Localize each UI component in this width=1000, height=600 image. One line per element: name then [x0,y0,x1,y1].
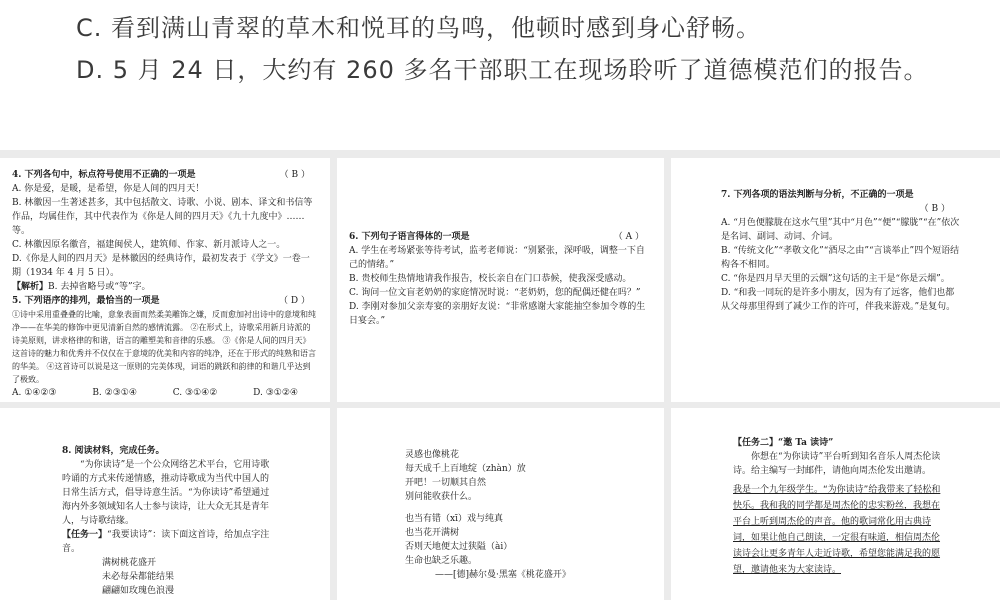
poem-line: 生命也缺乏乐趣。 [405,556,478,566]
question-5-option-c: C. ③①④② [172,388,218,398]
question-6-answer: （ A ） [613,232,644,242]
task-1 [62,528,270,556]
question-4-option-b: B. 林徽因一生著述甚多，其中包括散文、诗歌、小说、剧本、译文和书信等作品，均属佳作，其中代表作为《你是人间的四月天》《九十九度中》……等。 [12,198,313,236]
question-5-option-d: D. ③①②④ [253,388,298,398]
poem-line: 也当花开满树 [405,528,460,538]
question-4-option-d: D.《你是人间的四月天》是林徽因的经典诗作，最初发表于《学文》一卷一期（1934 年 4 月 5 日）。 [12,254,310,278]
task-2-title: “邀 Ta 读诗” [778,438,834,448]
stanza-break [405,504,644,512]
question-7-answer: （ B ） [919,204,950,214]
question-6-text: 6. 下列句子语言得体的一项是 [349,232,470,242]
question-4-answer: （ B ） [279,170,310,180]
poem-line: 每天成千上百地绽（zhàn）放 [405,464,526,474]
question-7-option-a: A. “月色便朦胧在这水气里”其中“月色”“便”“朦胧”“在”依次是名词、副词、动词、介词。 [721,218,960,242]
question-7-text: 7. 下列各项的语法判断与分析，不正确的一项是 [721,190,914,200]
task-1-label: 【任务一】 [62,530,108,540]
question-6-option-b: B. 贵校师生热情地请我作报告，校长亲自在门口恭候，使我深受感动。 [349,274,632,284]
question-4-text: 4. 下列各句中，标点符号使用不正确的一项是 [12,170,196,180]
question-7-option-c: C. “你是四月早天里的云烟”这句话的主干是“你是云烟”。 [721,274,950,284]
poem-line: 满树桃花盛开 [102,558,157,568]
poem-start [102,556,270,598]
analysis-label: 【解析】 [12,282,49,292]
task-2-heading [733,436,945,450]
option-d-line: D. 5 月 24 日，大约有 260 多名干部职工在现场聆听了道德模范们的报告。 [76,56,929,84]
question-4-title [12,168,318,182]
poem-line: 未必每朵都能结果 [102,572,175,582]
poem-source: ——[德]赫尔曼·黑塞《桃花盛开》 [435,570,571,580]
poem-line: 开吧！一切顺其自然 [405,478,487,488]
poem-line: 灵感也像桃花 [405,450,460,460]
question-7-option-d: D. “和我一同玩的是许多小朋友，因为有了远客，他们也都从父母那里得到了减少工作的许可，伴我来游戏。”是复句。 [721,288,956,312]
question-5-title [12,294,318,308]
task-2-handwritten-answer: 我是一个九年级学生。“为你读诗”给我带来了轻松和快乐。我和我的同学都是周杰伦的忠实粉丝，我想在平台上听到周杰伦的声音。他的歌词常化用古典诗词，如果让他自己朗读，一定很有味道，相信周杰伦读诗会让更多青年人走近诗歌，希望您能满足我的愿望，邀请他来为大家读诗。 [733,485,941,575]
top-page-strip [0,0,1000,150]
question-5-option-b: B. ②③①④ [92,388,137,398]
question-5-body: ①诗中采用重叠叠的比喻，意象表面而然柔美雕饰之嫌，反而愈加衬出诗中的意境和纯净——在华美的修饰中更见清新自然的感情流露。 ②在形式上，诗歌采用新月诗派的诗美原则，讲求格律的和谐，语言的雕塑美和音律的乐感。 ③《你是人间的四月天》这首诗的魅力和优秀并不仅仅在于意境的优美和内容的纯净，还在于形式的纯熟和语言的华美。 ④这首诗可以说是这一原则的完美体现，词语的跳跃和韵律的和谐几乎达到了极致。 [12,310,316,384]
poem-line: 否则天地便太过狭隘（ài） [405,542,513,552]
question-8-body: “为你读诗”是一个公众网络艺术平台，它用诗歌吟诵的方式来传递情感，推动诗歌成为当代中国人的日常生活方式，倡导诗意生活。“为你读诗”希望通过海内外多领域知名人士参与读诗，让大众无其是青年人，与诗歌结缘。 [62,460,270,526]
question-8-title: 8. 阅读材料，完成任务。 [62,446,165,456]
task-2-label: 【任务二】 [733,438,779,448]
question-5-options [12,386,318,400]
poem-line: 别问能收获什么。 [405,492,478,502]
page-card-questions-4-5 [0,158,330,402]
page-card-question-8 [0,408,330,600]
question-6-option-a: A. 学生在考场紧张等待考试，监考老师说：“别紧张，深呼吸，调整一下自己的情绪。” [349,246,645,270]
page-card-poem [337,408,664,600]
page-card-task-2 [671,408,1000,600]
question-5-text: 5. 下列语序的排列，最恰当的一项是 [12,296,160,306]
question-6-title [349,230,652,244]
question-5-answer: （ D ） [279,296,310,306]
poem-line: 翩翩如玫瑰色浪漫 [102,586,175,596]
question-4-option-a: A. 你是爱，是暖，是希望，你是人间的四月天！ [12,184,205,194]
analysis-text: B. 去掉省略号或“等”字。 [48,282,151,292]
question-7-option-b: B. “传统文化”“孝敬文化”“酒尽之由”“言谈举止”四个短语结构各不相同。 [721,246,960,270]
task-2-body: 你想在“为你读诗”平台听到知名音乐人周杰伦读诗。给主编写一封邮件，请他向周杰伦发出邀请。 [733,452,941,476]
page-card-question-6 [337,158,664,402]
task-1-text: “我要读诗”：读下面这首诗，给加点字注音。 [62,530,270,554]
question-4-analysis [12,280,318,294]
poem-line: 也当有错（xī）戏与纯真 [405,514,503,524]
question-4-option-c: C. 林徽因原名徽音，福建闽侯人，建筑师、作家、新月派诗人之一。 [12,240,286,250]
question-5-option-a: A. ①④②③ [12,388,57,398]
option-c-line: C. 看到满山青翠的草木和悦耳的鸟鸣，他顿时感到身心舒畅。 [76,14,762,42]
question-6-option-d: D. 李刚对参加父亲寿宴的亲朋好友说：“非常感谢大家能抽空参加令尊的生日宴会。” [349,302,646,326]
page-card-question-7 [671,158,1000,402]
question-6-option-c: C. 询问一位文盲老奶奶的家庭情况时说：“老奶奶，您的配偶还健在吗？” [349,288,641,298]
